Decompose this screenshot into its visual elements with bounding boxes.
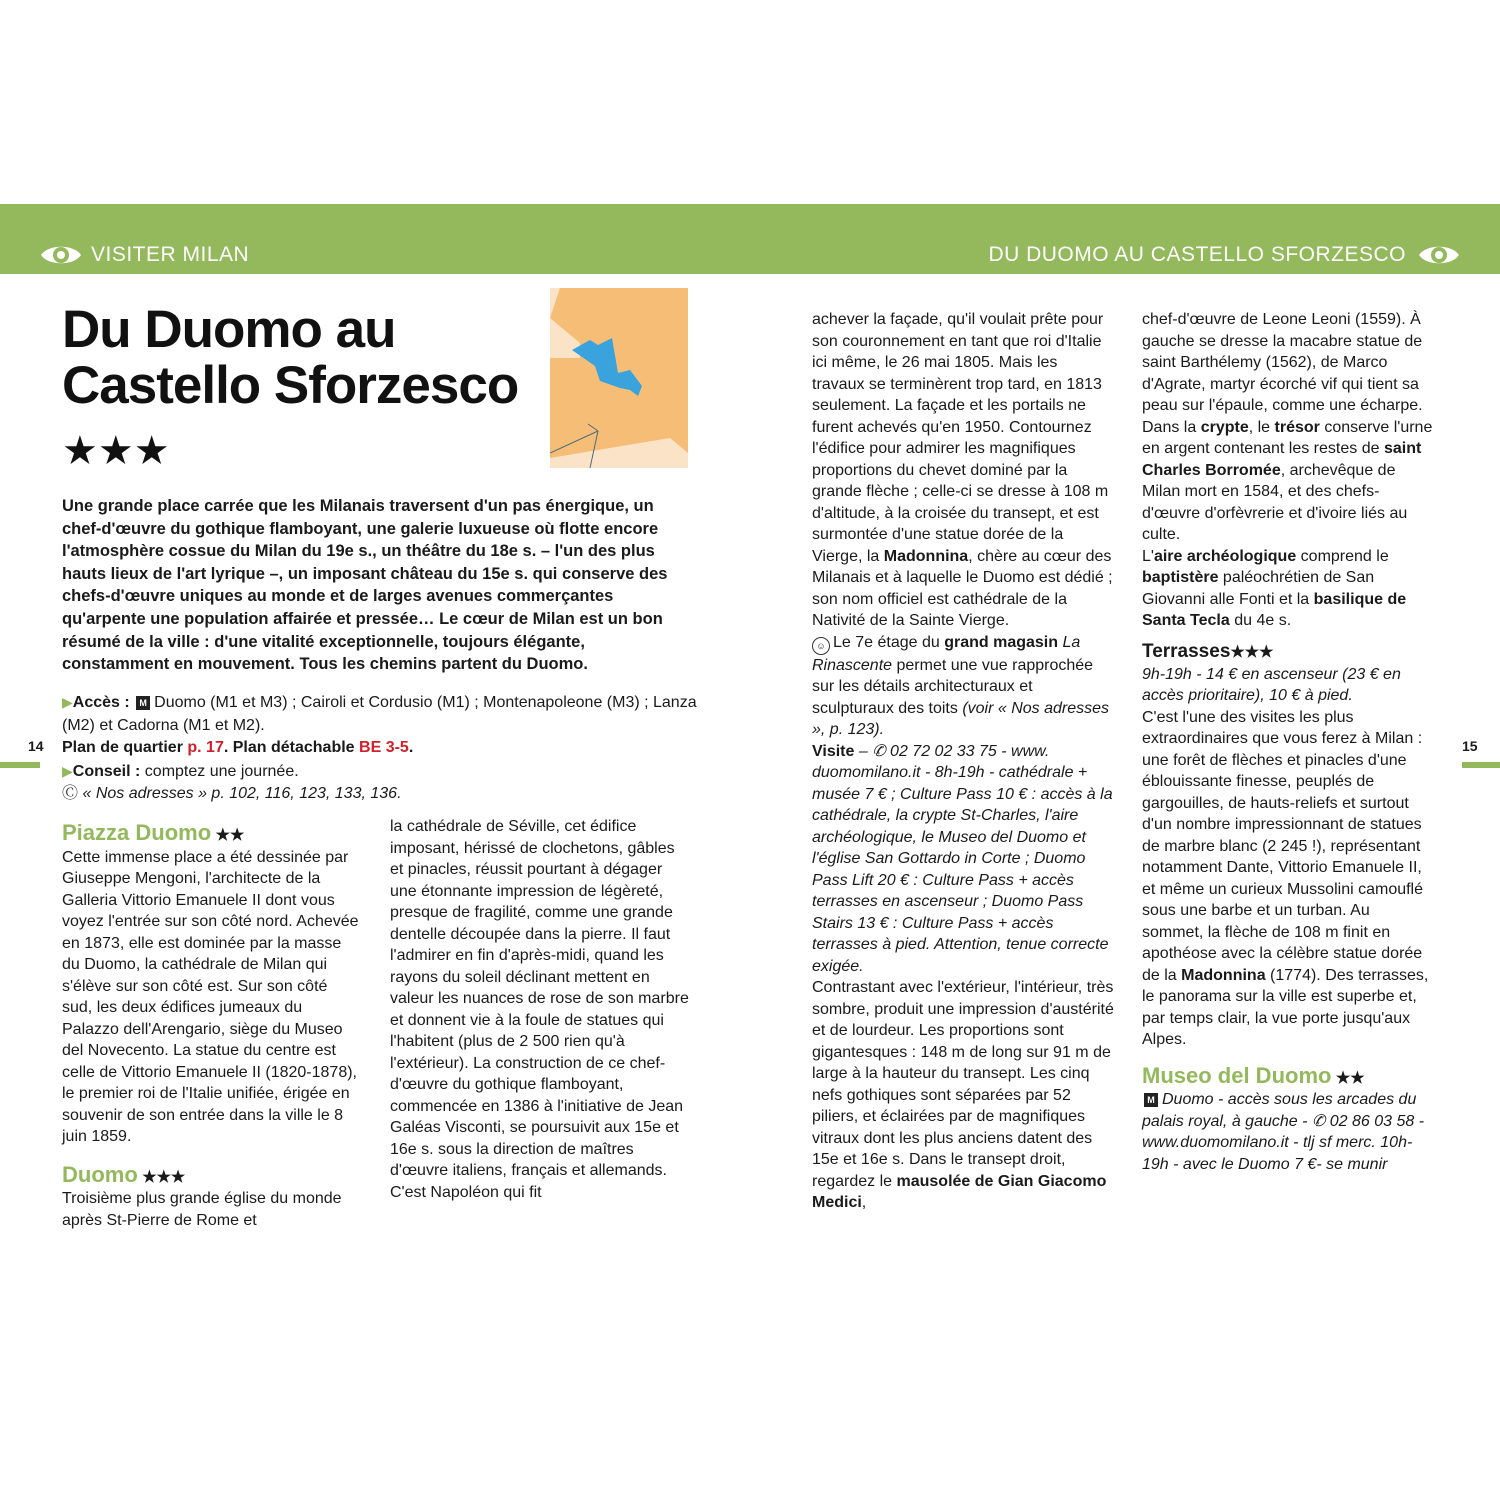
bold-madonnina: Madonnina bbox=[1181, 966, 1266, 984]
museo-info: Duomo - accès sous les arcades du palais royal, à gauche - ✆ 02 86 03 58 - www.duomomilano.it - tlj sf merc. 10h-19h - avec le Duomo 7 €- se munir bbox=[1142, 1091, 1425, 1173]
adresses-ref: « Nos adresses » p. 102, 116, 123, 133, 136. bbox=[82, 785, 402, 802]
locator-map bbox=[550, 288, 688, 468]
paragraph: Troisième plus grande église du monde après St-Pierre de Rome et bbox=[62, 1190, 342, 1229]
text: permet une vue rapprochée sur les détails architecturaux et sculpturaux des toits bbox=[812, 656, 1094, 717]
page-marker-left bbox=[0, 762, 40, 768]
page-marker-right bbox=[1462, 762, 1500, 768]
terrasses-info: 9h-19h - 14 € en ascenseur (23 € en accès prioritaire), 10 € à pied. bbox=[1142, 665, 1401, 704]
title-line-2: Castello Sforzesco bbox=[62, 356, 519, 415]
smiley-tip-icon: ☺ bbox=[812, 637, 830, 655]
paragraph: Cette immense place a été dessinée par Giuseppe Mengoni, l'architecte de la Galleria Vittorio Emanuele II dont vous voyez l'entrée sur son côté nord. Achevée en 1873, elle est dominée par la masse du Duomo, la cathédrale de Milan qui s'élève sur son côté est. Sur son côté sud, les deux édifices jumeaux du Palazzo dell'Arengario, siège du Museo del Novecento. La statue du centre est celle de Vittorio Emanuele II (1820-1878), le premier roi de l'Italie unifiée, érigée en souvenir de son entrée dans la ville le 8 juin 1859. bbox=[62, 848, 359, 1145]
addresses-icon: Ⓒ bbox=[62, 785, 79, 802]
plan-label: Plan de quartier bbox=[62, 739, 183, 756]
bold-text: basilique de Santa Tecla bbox=[1142, 590, 1407, 629]
chapter-label: DU DUOMO AU CASTELLO SFORZESCO bbox=[988, 243, 1406, 266]
rating-stars: ★★★ bbox=[142, 1168, 186, 1186]
conseil-label: Conseil : bbox=[72, 762, 141, 780]
page-number-left: 14 bbox=[28, 738, 44, 754]
text: , bbox=[861, 1194, 867, 1211]
practical-info: ▶Accès : M Duomo (M1 et M3) ; Cairoli et Cordusio (M1) ; Montenapoleone (M3) ; Lanza (M2) et Cadorna (M1 et M2). Plan de quartier p. 17. Plan détachable BE 3-5. ▶Conseil : comptez une journée. Ⓒ « Nos adresses » p. 102, 116, 123, 133, 136. bbox=[62, 694, 697, 802]
triangle-bullet-icon: ▶ bbox=[62, 694, 73, 710]
text: Contrastant avec l'extérieur, l'intérieur, très sombre, produit une impression d'austérité et de lourdeur. Les proportions sont gigantesques : 148 m de long sur 91 m de large à la hauteur du transept. Les cinq nefs gothiques sont séparées par 52 piliers, et éclairées par de magnifiques vitraux dont les plus anciens datent des 15e et 16e s. Dans le transept droit, regardez le bbox=[812, 979, 1114, 1190]
text: du 4e s. bbox=[1234, 612, 1292, 629]
acces-label: Accès : bbox=[72, 694, 130, 711]
paragraph: chef-d'œuvre de Leone Leoni (1559). À gauche se dresse la macabre statue de saint Barthélemy (1562), de Marco d'Agrate, martyr écorché vif qui tient sa peau sur l'épaule, comme une écharpe. bbox=[1142, 311, 1423, 414]
eye-icon bbox=[1418, 242, 1460, 268]
paragraph: la cathédrale de Séville, cet édifice imposant, hérissé de clochetons, gâbles et pinacles, réussit pourtant à dégager une étonnante impression de légèreté, presque de fragilité, comme une grande dentelle découpée dans la pierre. Il faut l'admirer en fin d'après-midi, quand les rayons du soleil déclinant mettent en valeur les nuances de rose de son marbre et donnent vie à la foule de statues qui l'habitent (plus de 2 500 rien qu'à l'extérieur). La construction de ce chef-d'œuvre du gothique flamboyant, commencée en 1386 à l'initiative de Jean Galéas Visconti, se poursuivit aux 15e et 16e s. sous la direction de maîtres d'œuvre italiens, français et allemands. C'est Napoléon qui fit bbox=[390, 818, 689, 1201]
rating-stars: ★★★ bbox=[62, 429, 170, 473]
plan-page-link[interactable]: p. 17 bbox=[187, 739, 224, 756]
bold-mausolee: mausolée de Gian Giacomo Medici bbox=[812, 1172, 1107, 1211]
metro-icon: M bbox=[1144, 1093, 1158, 1107]
rating-stars: ★★ bbox=[1335, 1069, 1365, 1087]
heading-terrasses: Terrasses bbox=[1142, 640, 1231, 662]
heading-duomo: Duomo bbox=[62, 1161, 138, 1187]
page-title bbox=[62, 302, 518, 414]
column-3 bbox=[812, 309, 1114, 1214]
page-number-right: 15 bbox=[1462, 738, 1478, 754]
text: L' bbox=[1142, 547, 1154, 565]
text: comprend le bbox=[1300, 547, 1389, 565]
text: (1774). Des terrasses, le panorama sur la ville est superbe et, par temps clair, la vue porte jusqu'aux Alpes. bbox=[1142, 966, 1429, 1048]
rating-stars: ★★★ bbox=[1230, 643, 1274, 661]
eye-icon bbox=[40, 242, 82, 268]
text: Dans la bbox=[1142, 418, 1197, 436]
plan-detachable-label: . Plan détachable bbox=[223, 739, 355, 756]
acces-text: Duomo (M1 et M3) ; Cairoli et Cordusio (M1) ; Montenapoleone (M3) ; Lanza (M2) et Cadorna (M1 et M2). bbox=[62, 694, 697, 734]
heading-museo-del-duomo: Museo del Duomo bbox=[1142, 1062, 1332, 1088]
bold-madonnina: Madonnina bbox=[883, 547, 969, 565]
bold-text: saint Charles Borromée bbox=[1142, 440, 1422, 479]
plan-detachable-ref[interactable]: BE 3-5 bbox=[359, 739, 409, 756]
bold-text: trésor bbox=[1274, 418, 1320, 436]
heading-piazza-duomo: Piazza Duomo bbox=[62, 820, 212, 845]
section-label: VISITER MILAN bbox=[91, 243, 250, 266]
italic-text: La Rinascente bbox=[812, 633, 1081, 674]
bold-text: grand magasin bbox=[944, 633, 1059, 651]
text: , chère au cœur des Milanais et à laquelle le Duomo est dédié ; son nom officiel est cathédrale de la Nativité de la Sainte Vierge. bbox=[812, 547, 1113, 629]
text: Le 7e étage du bbox=[833, 633, 940, 651]
text: paléochrétien de San Giovanni alle Fonti et la bbox=[1142, 569, 1375, 608]
visite-info: – ✆ 02 72 02 33 75 - www. duomomilano.it - 8h-19h - cathédrale + musée 7 € ; Culture Pass 10 € : accès à la cathédrale, la crypte St-Charles, l'aire archéologique, le Museo del Duomo et l'église San Gottardo in Corte ; Duomo Pass Lift 20 € : Culture Pass + accès terrasses en ascenseur ; Duomo Pass Stairs 13 € : Culture Pass + accès terrasses à pied. Attention, tenue correcte exigée. bbox=[812, 742, 1113, 975]
column-2 bbox=[390, 816, 690, 1203]
italic-ref: (voir « Nos adresses », p. 123). bbox=[812, 699, 1110, 738]
running-header-right bbox=[988, 238, 1460, 272]
text: , archevêque de Milan mort en 1584, et des chefs-d'œuvre d'orfèvrerie et d'ivoire liés au culte. bbox=[1142, 461, 1408, 543]
metro-icon: M bbox=[136, 696, 150, 710]
bold-text: crypte bbox=[1200, 418, 1249, 436]
triangle-bullet-icon: ▶ bbox=[62, 762, 73, 779]
column-1 bbox=[62, 820, 362, 1231]
bold-text: baptistère bbox=[1142, 569, 1219, 586]
bold-text: aire archéologique bbox=[1153, 547, 1297, 565]
text: achever la façade, qu'il voulait prête pour son couronnement en tant que roi d'Italie ici même, le 26 mai 1805. Mais les travaux se terminèrent trop tard, en 1813 seulement. La façade et les portails ne furent achevés qu'en 1950. Contournez l'édifice pour admirer les magnifiques proportions du chevet dominé par la grande flèche ; celle-ci se dresse à 108 m d'altitude, à la croisée du transept, et est surmontée d'une statue dorée de la Vierge, la bbox=[812, 311, 1109, 565]
rating-stars: ★★ bbox=[215, 827, 245, 844]
title-line-1: Du Duomo au bbox=[62, 300, 396, 359]
conseil-text: comptez une journée. bbox=[144, 762, 299, 780]
visite-label: Visite bbox=[812, 742, 855, 760]
text: conserve l'urne en argent contenant les restes de bbox=[1142, 418, 1433, 457]
text: , le bbox=[1248, 418, 1271, 436]
running-header-left bbox=[40, 238, 249, 272]
intro-paragraph: Une grande place carrée que les Milanais traversent d'un pas énergique, un chef-d'œuvre du gothique flamboyant, une galerie luxueuse où flotte encore l'atmosphère cossue du Milan du 19e s., un théâtre du 18e s. – l'un des plus hauts lieux de l'art lyrique –, un imposant château du 15e s. qui conserve des chefs-d'œuvre uniques au monde et de larges avenues commerçantes qu'arpente une population affairée et pressée… Le cœur de Milan est un bon résumé de la ville : d'une vitalité exceptionnelle, toujours élégante, constamment en mouvement. Tous les chemins partent du Duomo. bbox=[62, 497, 668, 674]
column-4 bbox=[1142, 309, 1434, 1175]
text: C'est l'une des visites les plus extraordinaires que vous ferez à Milan : une forêt de flèches et pinacles d'une éblouissante finesse, peuplés de gargouilles, de hauts-reliefs et surtout d'un nombre impressionnant de statues de marbre blanc (2 245 !), représentant notamment Dante, Vittorio Emanuele II, et même un curieux Mussolini camouflé sous une barbe et un turban. Au sommet, la flèche de 108 m finit en apothéose avec la célèbre statue dorée de la bbox=[1142, 708, 1424, 984]
